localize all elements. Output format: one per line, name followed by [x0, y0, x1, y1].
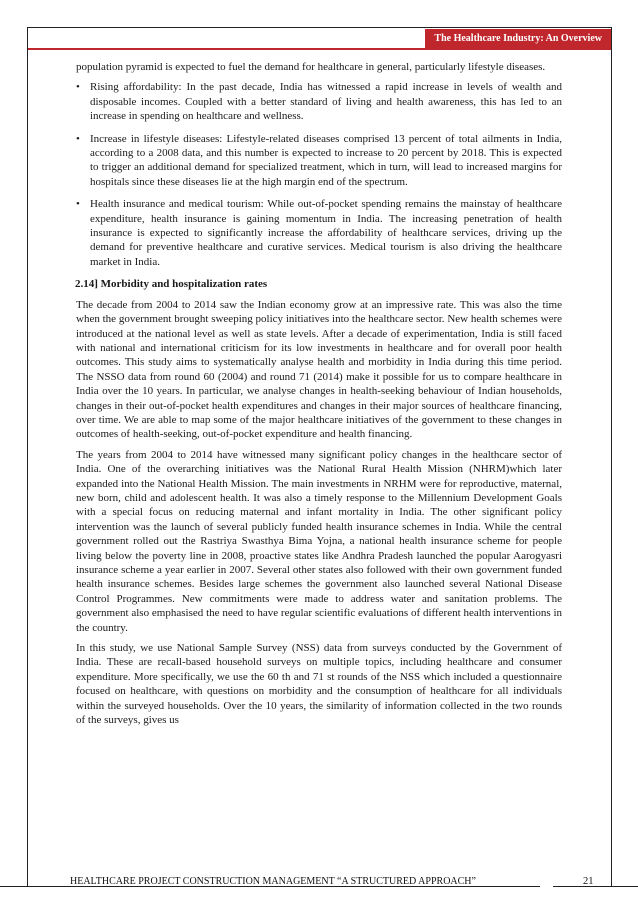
bullet-item	[76, 132, 562, 190]
bullet-icon: •	[76, 198, 80, 211]
header-rule	[28, 48, 611, 50]
bullet-list	[76, 80, 562, 269]
page-number: 21	[583, 876, 594, 887]
bullet-icon: •	[76, 132, 80, 145]
body-paragraph: In this study, we use National Sample Survey (NSS) data from surveys conducted by the Government of India. These are recall-based household surveys on multiple topics, including healthcare and consumer expenditure. More specifically, we use the 60 th and 71 st rounds of the NSS which included a questionnaire focused on healthcare, with questions on morbidity and the consumption of healthcare for all individuals within the surveyed households. Over the 10 years, the similarity of information collected in the two rounds of the surveys, gives us	[76, 642, 562, 727]
continuation-paragraph: population pyramid is expected to fuel the demand for healthcare in general, particularly lifestyle diseases.	[76, 61, 546, 73]
bullet-text: Rising affordability: In the past decade, India has witnessed a rapid increase in levels of wealth and disposable incomes. Coupled with a better standard of living and health awareness, this has led to an increase in spending on healthcare and wellness.	[90, 81, 562, 123]
footer-title: HEALTHCARE PROJECT CONSTRUCTION MANAGEMENT “A STRUCTURED APPROACH”	[70, 876, 476, 887]
body-paragraph: The years from 2004 to 2014 have witnessed many significant policy changes in the healthcare sector of India. One of the overarching initiatives was the National Rural Health Mission (NHRM)which later expanded into the National Health Mission. The main investments in NRHM were for reproductive, maternal, new born, child and adolescent health. It was also a timely response to the Millennium Development Goals with a special focus on reducing maternal and infant mortality in India. The other significant policy intervention was the launch of several publicly funded health insurance schemes in India. While the central government rolled out the Rastriya Swasthya Bima Yojna, a national health insurance scheme for people living below the poverty line in 2008, proactive states like Andhra Pradesh launched the popular Aarogyasri insurance scheme a year earlier in 2007. Several other states also followed with their own government funded health insurance schemes. Besides large schemes the government also launched several National Disease Control Programmes. New commitments were made to address water and sanitation problems. The government also emphasised the need to have regular scientific evaluations of different health interventions in the country.	[76, 448, 562, 634]
bullet-item	[76, 197, 562, 269]
page-content	[76, 60, 562, 733]
footer-rule	[553, 886, 638, 887]
section-heading: 2.14] Morbidity and hospitalization rates	[75, 278, 268, 291]
body-paragraph: The decade from 2004 to 2014 saw the Indian economy grow at an impressive rate. This was also the time when the government brought sweeping policy initiatives into the healthcare sector. New health schemes were introduced at the national level as well as state levels. After a decade of experimentation, India is still faced with national and international criticism for its low investments in healthcare and for overall poor health outcomes. This study aims to systematically analyse health and morbidity in India during this time period. The NSSO data from round 60 (2004) and round 71 (2014) make it possible for us to compare healthcare in India over the 10 years. In particular, we analyse changes in health-seeking behaviour of Indian households, changes in their out-of-pocket health expenditures and changes in their major sources of healthcare financing, over time. We are able to map some of the major healthcare initiatives of the government to these changes in outcomes of health-seeking, out-of-pocket expenditure and health financing.	[76, 298, 562, 441]
bullet-icon: •	[76, 81, 80, 94]
bullet-text: Increase in lifestyle diseases: Lifestyle-related diseases comprised 13 percent of total ailments in India, according to a 2008 data, and this number is expected to increase to 20 percent by 2018. This is expected to trigger an additional demand for specialized treatment, which in turn, will lead to increased margins for hospitals since these diseases lie at the high margin end of the spectrum.	[90, 132, 562, 188]
bullet-item	[76, 80, 562, 123]
chapter-header-tab: The Healthcare Industry: An Overview	[425, 29, 611, 48]
bullet-text: Health insurance and medical tourism: While out-of-pocket spending remains the mainstay of healthcare expenditure, health insurance is gaining momentum in India. The increasing penetration of health insurance is expected to significantly increase the affordability of healthcare services, driving up the demand for preventive healthcare and curative services. Medical tourism is also driving the healthcare market in India.	[90, 198, 562, 268]
